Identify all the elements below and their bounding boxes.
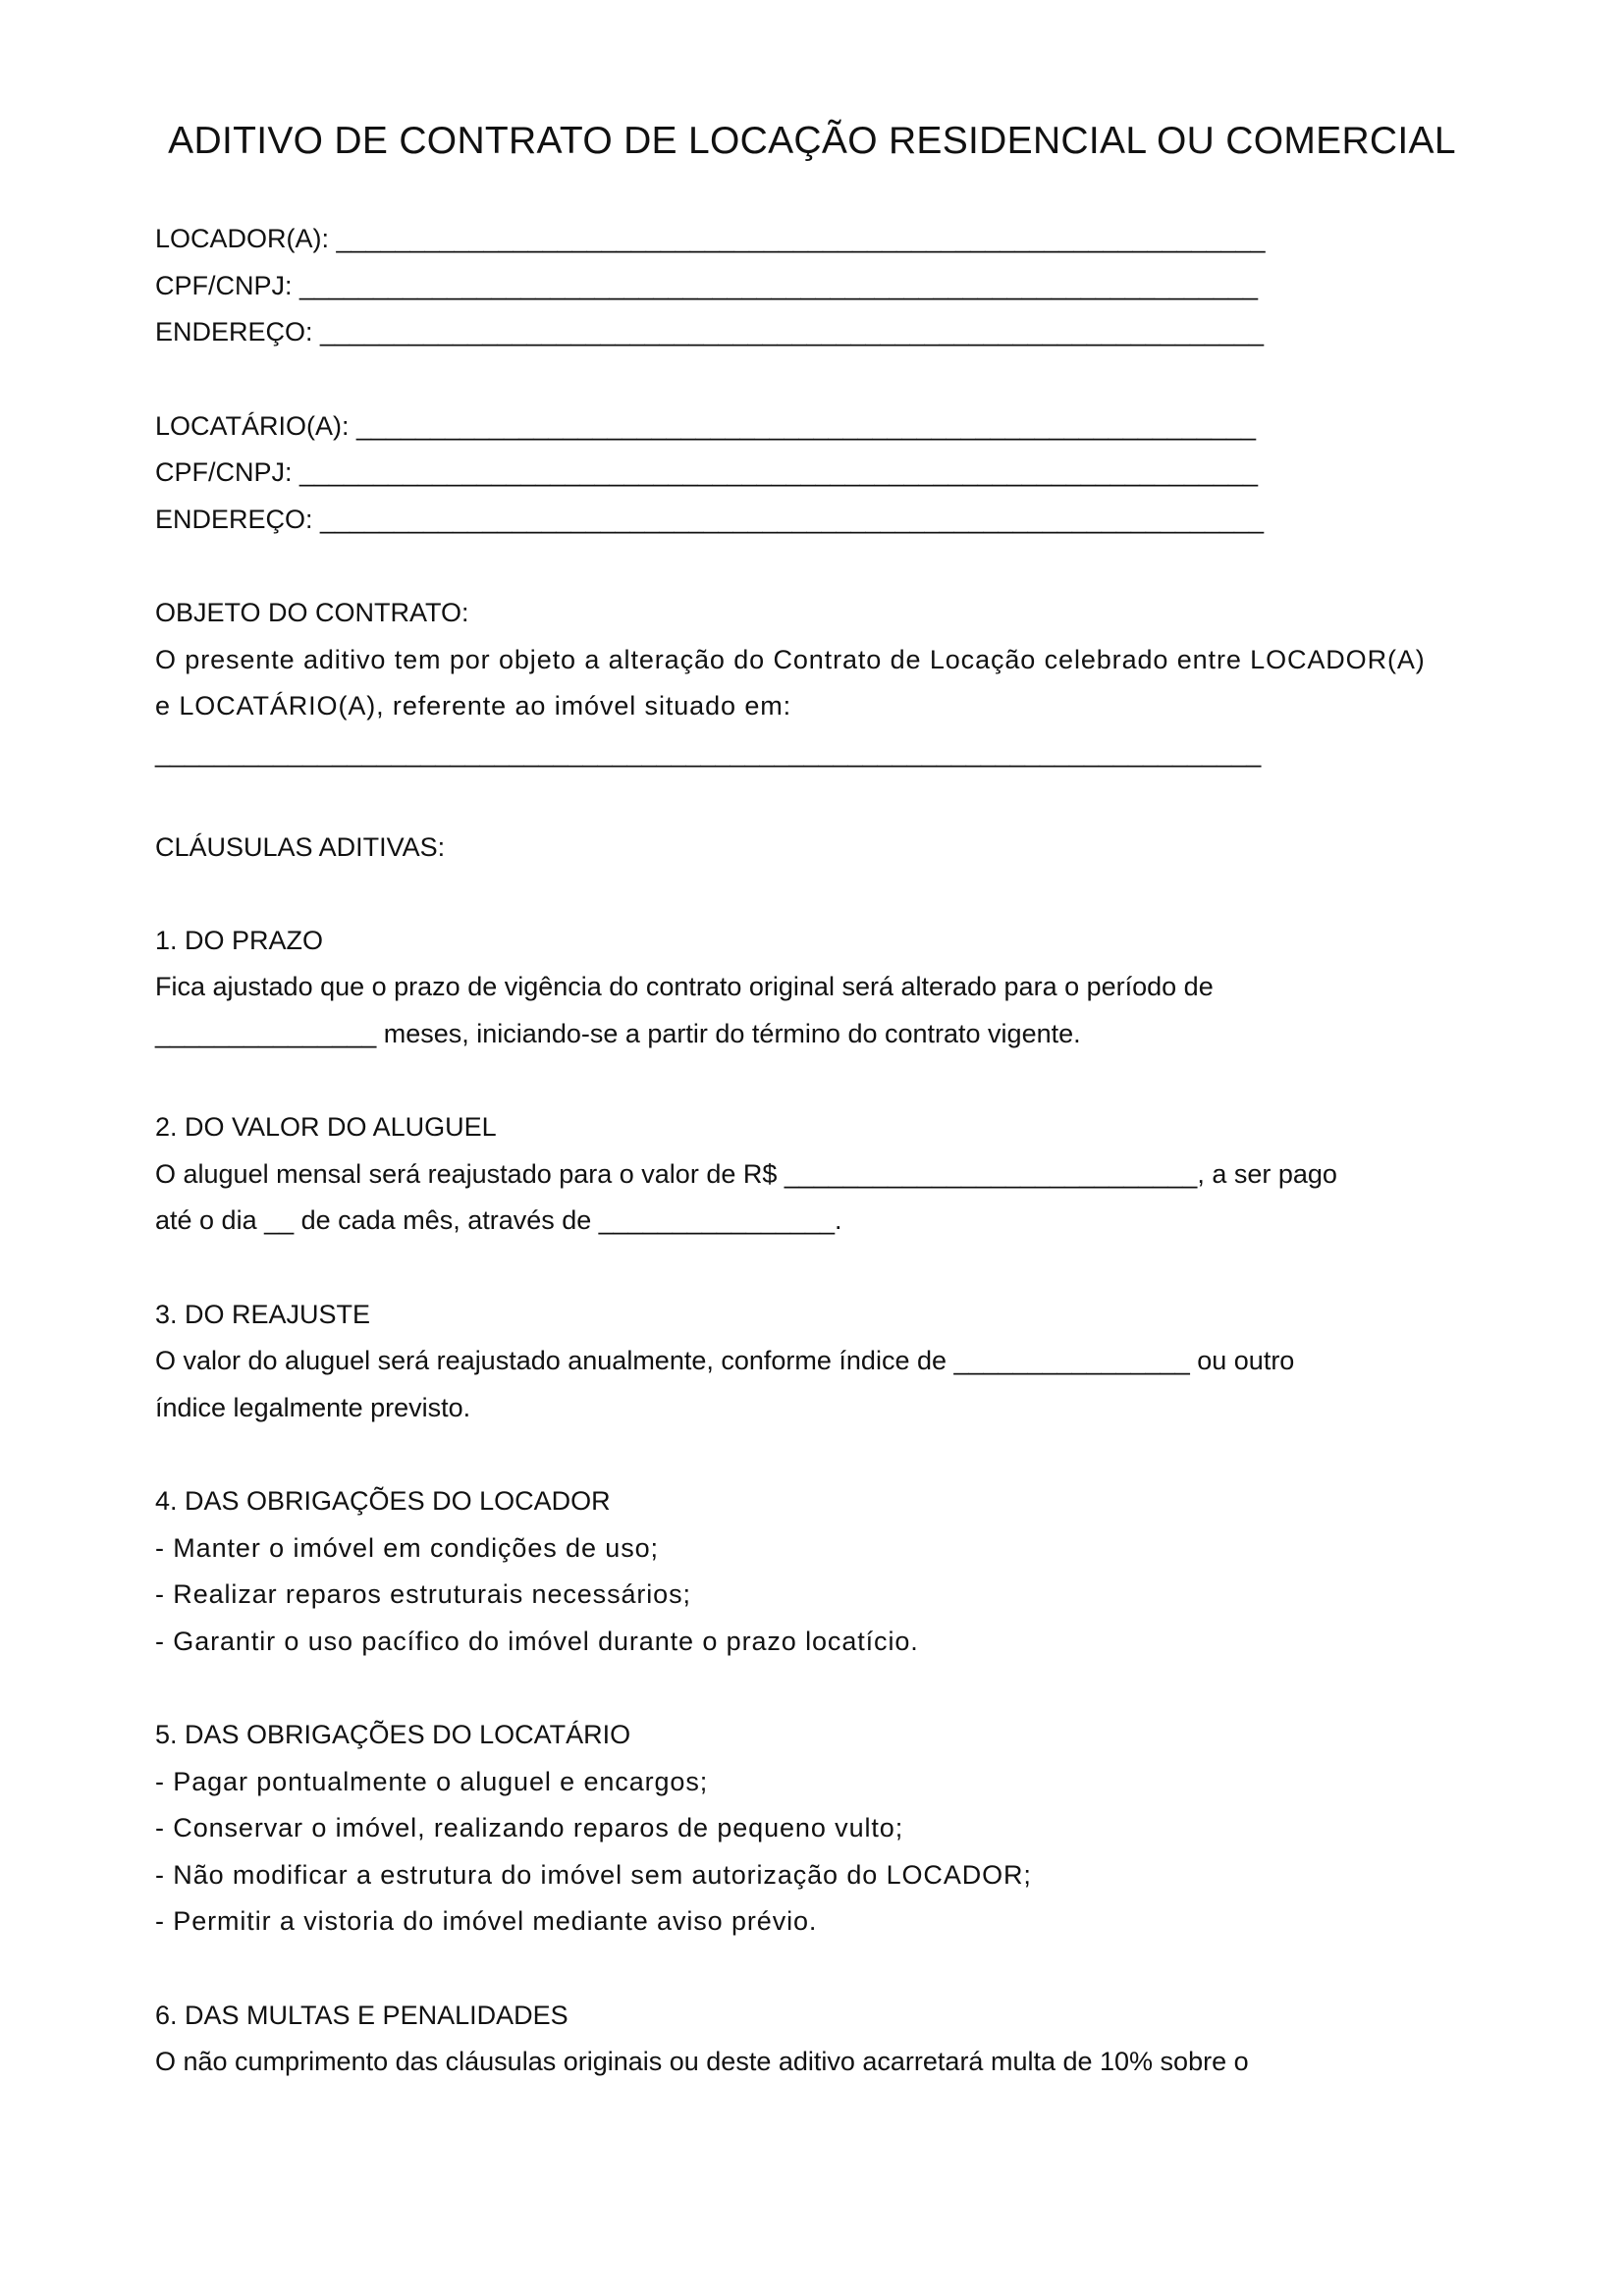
clause-heading: 6. DAS MULTAS E PENALIDADES [155, 2001, 568, 2030]
clause-heading: 2. DO VALOR DO ALUGUEL [155, 1112, 497, 1142]
locador-cpf-line: CPF/CNPJ: _________________________________________________________________ [155, 271, 1259, 300]
clause-text-line: _______________ meses, iniciando-se a partir do término do contrato vigente. [155, 1019, 1081, 1048]
clause-list-item: - Manter o imóvel em condições de uso; [155, 1533, 659, 1563]
clause-list-item: - Pagar pontualmente o aluguel e encargos; [155, 1767, 709, 1796]
clause-text-line: até o dia __ de cada mês, através de ________________. [155, 1205, 842, 1235]
clause-list-item: - Conservar o imóvel, realizando reparos de pequeno vulto; [155, 1813, 904, 1842]
clause-heading: 3. DO REAJUSTE [155, 1300, 371, 1329]
locatario-cpf-line: CPF/CNPJ: _________________________________________________________________ [155, 457, 1259, 487]
clausulas-heading: CLÁUSULAS ADITIVAS: [155, 832, 446, 862]
clause-list-item: - Permitir a vistoria do imóvel mediante aviso prévio. [155, 1906, 818, 1936]
clause-heading: 4. DAS OBRIGAÇÕES DO LOCADOR [155, 1486, 611, 1516]
clause-text-line: Fica ajustado que o prazo de vigência do contrato original será alterado para o período de [155, 972, 1214, 1001]
objeto-text-line: e LOCATÁRIO(A), referente ao imóvel situado em: [155, 691, 792, 721]
objeto-text-line: O presente aditivo tem por objeto a alteração do Contrato de Locação celebrado entre LOCADOR(A) [155, 645, 1426, 674]
clause-list-item: - Não modificar a estrutura do imóvel sem autorização do LOCADOR; [155, 1860, 1032, 1890]
objeto-heading: OBJETO DO CONTRATO: [155, 598, 469, 627]
objeto-blank-line: ___________________________________________________________________________ [155, 738, 1262, 768]
clause-text-line: O não cumprimento das cláusulas originais ou deste aditivo acarretará multa de 10% sobre o [155, 2047, 1249, 2076]
clause-text-line: índice legalmente previsto. [155, 1393, 471, 1422]
locatario-name-line: LOCATÁRIO(A): _____________________________________________________________ [155, 411, 1257, 441]
clause-text-line: O aluguel mensal será reajustado para o valor de R$ ____________________________, a ser pago [155, 1159, 1337, 1189]
locador-address-line: ENDEREÇO: ________________________________________________________________ [155, 317, 1265, 347]
document-title: ADITIVO DE CONTRATO DE LOCAÇÃO RESIDENCIAL OU COMERCIAL [168, 120, 1456, 162]
clause-heading: 1. DO PRAZO [155, 926, 324, 955]
clause-heading: 5. DAS OBRIGAÇÕES DO LOCATÁRIO [155, 1720, 631, 1749]
clause-list-item: - Garantir o uso pacífico do imóvel durante o prazo locatício. [155, 1627, 919, 1656]
locador-name-line: LOCADOR(A): _______________________________________________________________ [155, 224, 1266, 253]
clause-list-item: - Realizar reparos estruturais necessários; [155, 1579, 691, 1609]
locatario-address-line: ENDEREÇO: ________________________________________________________________ [155, 505, 1265, 534]
clause-text-line: O valor do aluguel será reajustado anualmente, conforme índice de ________________ ou outro [155, 1346, 1295, 1375]
